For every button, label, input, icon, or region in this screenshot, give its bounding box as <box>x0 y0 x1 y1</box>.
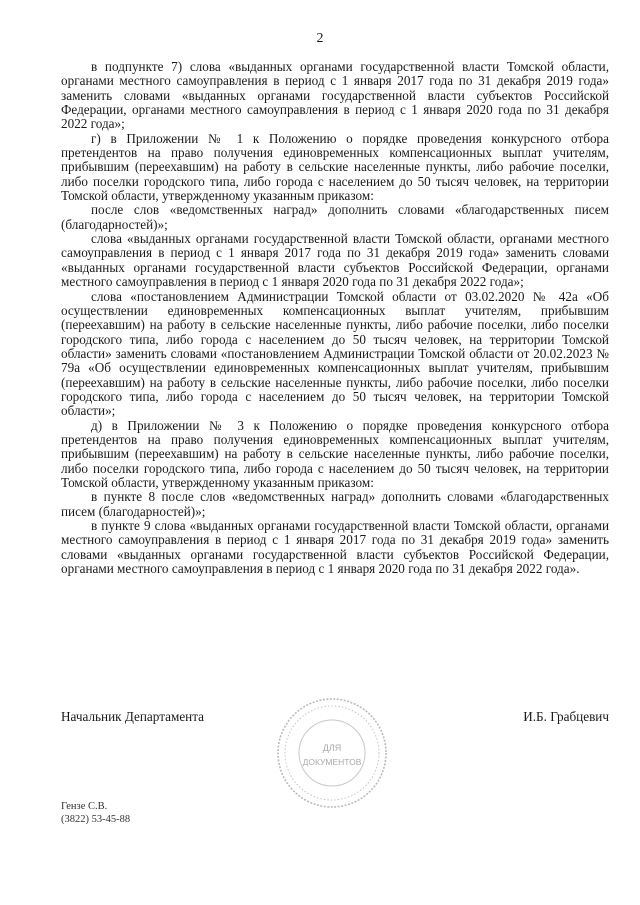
contact-block <box>61 800 130 826</box>
contact-phone: (3822) 53-45-88 <box>61 814 131 825</box>
paragraph: слова «постановлением Администрации Томской области от 03.02.2020 № 42а «Об осуществлении единовременных компенсационных выплат учителям, прибывшим (переехавшим) на работу в сельские населенные пункты, либо рабочие поселки, либо поселки городского типа, либо города с населением до 50 тысяч человек, на территории Томской области» заменить словами «постановлением Администрации Томской области от 20.02.2023 № 79а «Об осуществлении единовременных компенсационных выплат учителям, прибывшим (переехавшим) на работу в сельские населенные пункты, либо рабочие поселки, либо поселки городского типа, либо города с населением до 50 тысяч человек, на территории Томской области»; <box>61 288 609 419</box>
paragraph: д) в Приложении № 3 к Положению о порядке проведения конкурсного отбора претендентов на право получения единовременных компенсационных выплат учителям, прибывшим (переехавшим) на работу в сельские населенные пункты, либо рабочие поселки, либо поселки городского типа, либо города с населением до 50 тысяч человек, на территории Томской области, утвержденному указанным приказом: <box>61 417 609 490</box>
page-number: 2 <box>316 31 324 46</box>
stamp-seal <box>272 693 392 813</box>
paragraph: слова «выданных органами государственной власти Томской области, органами местного самоуправления в период с 1 января 2017 года по 31 декабря 2019 года» заменить словами «выданных органами государственной власти субъектов Российской Федерации, органами местного самоуправления в период с 1 января 2020 года по 31 декабря 2022 года»; <box>61 231 609 290</box>
paragraph: в подпункте 7) слова «выданных органами государственной власти Томской области, органами местного самоуправления в период с 1 января 2017 года по 31 декабря 2019 года» заменить словами «выданных органами государственной власти субъектов Российской Федерации, органами местного самоуправления в период с 1 января 2020 года по 31 декабря 2022 года»; <box>61 59 609 132</box>
contact-name: Гензе С.В. <box>61 801 108 812</box>
paragraph: в пункте 9 слова «выданных органами государственной власти Томской области, органами местного самоуправления в период с 1 января 2017 года по 31 декабря 2019 года» заменить словами «выданных органами государственной власти субъектов Российской Федерации, органами местного самоуправления в период с 1 января 2020 года по 31 декабря 2022 года». <box>61 518 609 577</box>
signatory-name: И.Б. Грабцевич <box>523 709 609 724</box>
stamp-text-line2: ДОКУМЕНТОВ <box>302 757 362 767</box>
document-body <box>61 60 609 576</box>
signatory-role: Начальник Департамента <box>61 709 205 724</box>
paragraph: г) в Приложении № 1 к Положению о порядке проведения конкурсного отбора претендентов на право получения единовременных компенсационных выплат учителям, прибывшим (переехавшим) на работу в сельские населенные пункты, либо рабочие поселки, либо поселки городского типа, либо города с населением до 50 тысяч человек, на территории Томской области, утвержденному указанным приказом: <box>61 130 609 204</box>
paragraph: после слов «ведомственных наград» дополнить словами «благодарственных писем (благодарностей)»; <box>61 202 609 232</box>
stamp-text-line1: ДЛЯ <box>322 743 342 753</box>
paragraph: в пункте 8 после слов «ведомственных наград» дополнить словами «благодарственных писем (благодарностей)»; <box>61 489 609 519</box>
